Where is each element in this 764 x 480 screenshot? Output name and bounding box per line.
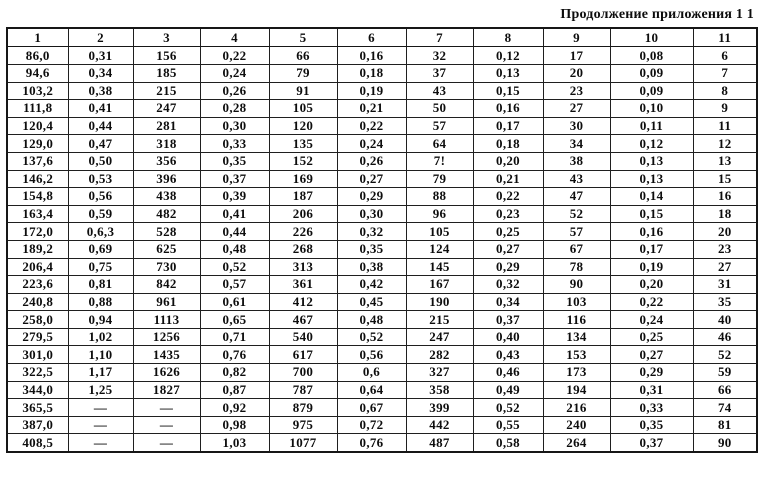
table-cell: 0,16 xyxy=(473,100,543,118)
table-cell: 1,02 xyxy=(68,328,133,346)
table-cell: 0,43 xyxy=(473,346,543,364)
table-cell: 30 xyxy=(543,117,610,135)
table-cell: 0,37 xyxy=(610,434,693,452)
table-cell: 0,44 xyxy=(68,117,133,135)
table-cell: 0,40 xyxy=(473,328,543,346)
table-cell: 0,88 xyxy=(68,293,133,311)
table-cell: 0,13 xyxy=(473,64,543,82)
table-cell: 0,46 xyxy=(473,364,543,382)
table-cell: 0,11 xyxy=(610,117,693,135)
table-cell: 0,65 xyxy=(200,311,269,329)
table-cell: 215 xyxy=(406,311,473,329)
table-cell: 8 xyxy=(693,82,757,100)
table-cell: 0,30 xyxy=(200,117,269,135)
table-cell: 240 xyxy=(543,416,610,434)
table-cell: 240,8 xyxy=(7,293,68,311)
table-cell: 105 xyxy=(406,223,473,241)
table-cell: 18 xyxy=(693,205,757,223)
table-cell: 0,23 xyxy=(473,205,543,223)
table-cell: 189,2 xyxy=(7,240,68,258)
table-cell: 23 xyxy=(543,82,610,100)
table-cell: 0,42 xyxy=(337,276,406,294)
table-cell: 0,37 xyxy=(473,311,543,329)
table-cell: 842 xyxy=(133,276,200,294)
table-cell: 0,52 xyxy=(473,399,543,417)
table-cell: 12 xyxy=(693,135,757,153)
table-cell: 0,53 xyxy=(68,170,133,188)
table-cell: 0,87 xyxy=(200,381,269,399)
table-cell: 0,92 xyxy=(200,399,269,417)
table-cell: 700 xyxy=(269,364,337,382)
table-cell: 216 xyxy=(543,399,610,417)
table-cell: 1113 xyxy=(133,311,200,329)
table-cell: 145 xyxy=(406,258,473,276)
table-cell: 90 xyxy=(693,434,757,452)
table-cell: 66 xyxy=(693,381,757,399)
table-cell: 0,14 xyxy=(610,188,693,206)
table-cell: 7! xyxy=(406,152,473,170)
table-cell: 0,29 xyxy=(473,258,543,276)
table-cell: 879 xyxy=(269,399,337,417)
table-cell: 0,58 xyxy=(473,434,543,452)
column-header: 7 xyxy=(406,28,473,47)
table-cell: 0,16 xyxy=(337,47,406,65)
table-cell: 67 xyxy=(543,240,610,258)
table-cell: 0,56 xyxy=(337,346,406,364)
table-cell: 50 xyxy=(406,100,473,118)
table-cell: 0,15 xyxy=(473,82,543,100)
table-cell: 79 xyxy=(269,64,337,82)
table-cell: 16 xyxy=(693,188,757,206)
table-cell: 0,28 xyxy=(200,100,269,118)
table-cell: — xyxy=(68,399,133,417)
table-cell: 365,5 xyxy=(7,399,68,417)
table-cell: 96 xyxy=(406,205,473,223)
table-cell: 0,35 xyxy=(610,416,693,434)
table-cell: 625 xyxy=(133,240,200,258)
table-cell: 0,27 xyxy=(473,240,543,258)
table-cell: 43 xyxy=(543,170,610,188)
table-cell: 0,64 xyxy=(337,381,406,399)
table-cell: — xyxy=(133,416,200,434)
column-header: 10 xyxy=(610,28,693,47)
table-cell: 187 xyxy=(269,188,337,206)
table-cell: 961 xyxy=(133,293,200,311)
table-cell: 57 xyxy=(543,223,610,241)
table-cell: 78 xyxy=(543,258,610,276)
table-cell: 264 xyxy=(543,434,610,452)
table-cell: 206 xyxy=(269,205,337,223)
table-cell: 467 xyxy=(269,311,337,329)
table-cell: 9 xyxy=(693,100,757,118)
table-cell: 0,48 xyxy=(200,240,269,258)
table-cell: 0,21 xyxy=(473,170,543,188)
table-cell: 90 xyxy=(543,276,610,294)
table-cell: 129,0 xyxy=(7,135,68,153)
table-cell: 74 xyxy=(693,399,757,417)
table-cell: 0,22 xyxy=(337,117,406,135)
table-cell: 0,52 xyxy=(337,328,406,346)
table-cell: 442 xyxy=(406,416,473,434)
table-cell: 0,20 xyxy=(473,152,543,170)
table-cell: 38 xyxy=(543,152,610,170)
column-header: 1 xyxy=(7,28,68,47)
table-cell: 0,32 xyxy=(473,276,543,294)
table-cell: 1827 xyxy=(133,381,200,399)
table-cell: 438 xyxy=(133,188,200,206)
table-cell: 0,49 xyxy=(473,381,543,399)
table-cell: 0,17 xyxy=(473,117,543,135)
table-cell: — xyxy=(68,434,133,452)
table-cell: 1626 xyxy=(133,364,200,382)
table-cell: 194 xyxy=(543,381,610,399)
table-cell: 57 xyxy=(406,117,473,135)
table-cell: 0,41 xyxy=(200,205,269,223)
table-cell: 0,25 xyxy=(473,223,543,241)
table-cell: 167 xyxy=(406,276,473,294)
table-cell: 0,35 xyxy=(200,152,269,170)
table-cell: 137,6 xyxy=(7,152,68,170)
column-header: 8 xyxy=(473,28,543,47)
table-cell: 0,56 xyxy=(68,188,133,206)
table-row xyxy=(7,293,757,311)
table-cell: 0,27 xyxy=(337,170,406,188)
table-cell: 0,57 xyxy=(200,276,269,294)
table-cell: 0,6 xyxy=(337,364,406,382)
table-cell: 226 xyxy=(269,223,337,241)
table-cell: 17 xyxy=(543,47,610,65)
table-cell: 0,69 xyxy=(68,240,133,258)
table-cell: 361 xyxy=(269,276,337,294)
table-row xyxy=(7,117,757,135)
table-cell: 190 xyxy=(406,293,473,311)
table-cell: 0,47 xyxy=(68,135,133,153)
table-cell: 52 xyxy=(693,346,757,364)
table-cell: 163,4 xyxy=(7,205,68,223)
table-body xyxy=(7,47,757,452)
table-cell: 617 xyxy=(269,346,337,364)
table-cell: 0,55 xyxy=(473,416,543,434)
table-cell: 47 xyxy=(543,188,610,206)
table-cell: 0,30 xyxy=(337,205,406,223)
table-row xyxy=(7,346,757,364)
table-cell: 103,2 xyxy=(7,82,68,100)
table-cell: 0,19 xyxy=(337,82,406,100)
table-cell: 282 xyxy=(406,346,473,364)
table-cell: — xyxy=(133,434,200,452)
table-cell: 0,26 xyxy=(200,82,269,100)
table-cell: 0,18 xyxy=(473,135,543,153)
table-cell: 46 xyxy=(693,328,757,346)
table-cell: 975 xyxy=(269,416,337,434)
table-cell: 1,25 xyxy=(68,381,133,399)
table-cell: 7 xyxy=(693,64,757,82)
table-cell: 0,75 xyxy=(68,258,133,276)
table-cell: 13 xyxy=(693,152,757,170)
table-row xyxy=(7,364,757,382)
appendix-data-table xyxy=(6,27,758,453)
table-cell: 0,13 xyxy=(610,152,693,170)
table-row xyxy=(7,223,757,241)
table-cell: 32 xyxy=(406,47,473,65)
table-cell: 247 xyxy=(133,100,200,118)
table-cell: 358 xyxy=(406,381,473,399)
table-cell: 1077 xyxy=(269,434,337,452)
table-cell: 173 xyxy=(543,364,610,382)
table-cell: 0,33 xyxy=(610,399,693,417)
table-row xyxy=(7,100,757,118)
table-cell: 0,29 xyxy=(610,364,693,382)
table-cell: 154,8 xyxy=(7,188,68,206)
table-cell: 0,31 xyxy=(610,381,693,399)
table-cell: 27 xyxy=(693,258,757,276)
column-header: 11 xyxy=(693,28,757,47)
table-cell: 11 xyxy=(693,117,757,135)
table-cell: 0,41 xyxy=(68,100,133,118)
table-cell: 135 xyxy=(269,135,337,153)
table-row xyxy=(7,311,757,329)
table-cell: 223,6 xyxy=(7,276,68,294)
table-cell: — xyxy=(133,399,200,417)
table-row xyxy=(7,416,757,434)
table-cell: 787 xyxy=(269,381,337,399)
table-cell: 279,5 xyxy=(7,328,68,346)
table-cell: 169 xyxy=(269,170,337,188)
table-cell: 0,09 xyxy=(610,64,693,82)
table-cell: 52 xyxy=(543,205,610,223)
table-cell: 730 xyxy=(133,258,200,276)
table-cell: 215 xyxy=(133,82,200,100)
table-cell: 301,0 xyxy=(7,346,68,364)
table-cell: 0,81 xyxy=(68,276,133,294)
table-cell: 0,09 xyxy=(610,82,693,100)
table-cell: 124 xyxy=(406,240,473,258)
table-row xyxy=(7,82,757,100)
header-row xyxy=(7,28,757,47)
table-row xyxy=(7,64,757,82)
table-cell: 40 xyxy=(693,311,757,329)
table-cell: 399 xyxy=(406,399,473,417)
table-cell: 91 xyxy=(269,82,337,100)
table-cell: 0,61 xyxy=(200,293,269,311)
table-cell: 27 xyxy=(543,100,610,118)
column-header: 9 xyxy=(543,28,610,47)
table-row xyxy=(7,47,757,65)
table-header xyxy=(7,28,757,47)
table-cell: 258,0 xyxy=(7,311,68,329)
table-cell: 105 xyxy=(269,100,337,118)
table-cell: 88 xyxy=(406,188,473,206)
table-cell: 0,12 xyxy=(473,47,543,65)
table-cell: 172,0 xyxy=(7,223,68,241)
table-cell: 0,16 xyxy=(610,223,693,241)
table-cell: 94,6 xyxy=(7,64,68,82)
table-cell: 487 xyxy=(406,434,473,452)
table-cell: 86,0 xyxy=(7,47,68,65)
table-cell: 103 xyxy=(543,293,610,311)
table-cell: 540 xyxy=(269,328,337,346)
table-row xyxy=(7,258,757,276)
table-cell: 0,21 xyxy=(337,100,406,118)
column-header: 2 xyxy=(68,28,133,47)
table-cell: 111,8 xyxy=(7,100,68,118)
table-cell: 528 xyxy=(133,223,200,241)
table-cell: 0,26 xyxy=(337,152,406,170)
table-row xyxy=(7,381,757,399)
table-cell: 0,34 xyxy=(473,293,543,311)
table-cell: 0,32 xyxy=(337,223,406,241)
table-cell: 0,6,3 xyxy=(68,223,133,241)
table-cell: 0,31 xyxy=(68,47,133,65)
table-row xyxy=(7,399,757,417)
table-cell: 0,34 xyxy=(68,64,133,82)
table-cell: 0,12 xyxy=(610,135,693,153)
table-cell: 81 xyxy=(693,416,757,434)
table-cell: 0,27 xyxy=(610,346,693,364)
table-cell: 387,0 xyxy=(7,416,68,434)
table-row xyxy=(7,205,757,223)
table-cell: 20 xyxy=(543,64,610,82)
table-row xyxy=(7,135,757,153)
table-row xyxy=(7,276,757,294)
table-cell: 153 xyxy=(543,346,610,364)
column-header: 4 xyxy=(200,28,269,47)
page-title: Продолжение приложения 1 1 xyxy=(560,7,754,22)
table-cell: — xyxy=(68,416,133,434)
table-cell: 0,76 xyxy=(337,434,406,452)
table-cell: 0,24 xyxy=(200,64,269,82)
table-cell: 281 xyxy=(133,117,200,135)
table-cell: 206,4 xyxy=(7,258,68,276)
table-cell: 0,71 xyxy=(200,328,269,346)
table-cell: 146,2 xyxy=(7,170,68,188)
table-cell: 0,50 xyxy=(68,152,133,170)
table-cell: 185 xyxy=(133,64,200,82)
table-cell: 0,45 xyxy=(337,293,406,311)
table-cell: 0,33 xyxy=(200,135,269,153)
table-cell: 327 xyxy=(406,364,473,382)
table-cell: 1435 xyxy=(133,346,200,364)
table-cell: 0,48 xyxy=(337,311,406,329)
table-cell: 0,13 xyxy=(610,170,693,188)
table-row xyxy=(7,188,757,206)
table-cell: 0,22 xyxy=(610,293,693,311)
table-cell: 79 xyxy=(406,170,473,188)
table-cell: 0,52 xyxy=(200,258,269,276)
table-cell: 0,08 xyxy=(610,47,693,65)
table-cell: 0,67 xyxy=(337,399,406,417)
table-cell: 120,4 xyxy=(7,117,68,135)
table-cell: 31 xyxy=(693,276,757,294)
table-cell: 15 xyxy=(693,170,757,188)
table-cell: 0,19 xyxy=(610,258,693,276)
table-cell: 313 xyxy=(269,258,337,276)
table-cell: 344,0 xyxy=(7,381,68,399)
table-row xyxy=(7,152,757,170)
table-cell: 1,17 xyxy=(68,364,133,382)
table-cell: 0,44 xyxy=(200,223,269,241)
table-cell: 59 xyxy=(693,364,757,382)
column-header: 5 xyxy=(269,28,337,47)
table-row xyxy=(7,240,757,258)
table-cell: 0,98 xyxy=(200,416,269,434)
table-cell: 37 xyxy=(406,64,473,82)
table-cell: 0,38 xyxy=(68,82,133,100)
table-cell: 6 xyxy=(693,47,757,65)
table-cell: 396 xyxy=(133,170,200,188)
table-cell: 318 xyxy=(133,135,200,153)
table-cell: 35 xyxy=(693,293,757,311)
table-cell: 356 xyxy=(133,152,200,170)
table-cell: 0,20 xyxy=(610,276,693,294)
table-cell: 0,82 xyxy=(200,364,269,382)
table-cell: 134 xyxy=(543,328,610,346)
table-cell: 0,29 xyxy=(337,188,406,206)
table-cell: 1256 xyxy=(133,328,200,346)
table-cell: 1,10 xyxy=(68,346,133,364)
column-header: 3 xyxy=(133,28,200,47)
table-cell: 43 xyxy=(406,82,473,100)
table-cell: 0,72 xyxy=(337,416,406,434)
table-cell: 0,15 xyxy=(610,205,693,223)
table-cell: 1,03 xyxy=(200,434,269,452)
table-cell: 23 xyxy=(693,240,757,258)
table-cell: 120 xyxy=(269,117,337,135)
table-cell: 482 xyxy=(133,205,200,223)
table-cell: 0,59 xyxy=(68,205,133,223)
table-cell: 152 xyxy=(269,152,337,170)
table-cell: 322,5 xyxy=(7,364,68,382)
table-cell: 0,76 xyxy=(200,346,269,364)
table-cell: 0,25 xyxy=(610,328,693,346)
table-cell: 0,22 xyxy=(200,47,269,65)
table-cell: 0,18 xyxy=(337,64,406,82)
table-cell: 0,10 xyxy=(610,100,693,118)
table-row xyxy=(7,434,757,452)
table-cell: 0,39 xyxy=(200,188,269,206)
table-cell: 268 xyxy=(269,240,337,258)
table-cell: 0,94 xyxy=(68,311,133,329)
table-cell: 247 xyxy=(406,328,473,346)
table-cell: 0,17 xyxy=(610,240,693,258)
table-cell: 0,24 xyxy=(610,311,693,329)
table-cell: 0,38 xyxy=(337,258,406,276)
table-cell: 116 xyxy=(543,311,610,329)
table-cell: 64 xyxy=(406,135,473,153)
table-cell: 0,35 xyxy=(337,240,406,258)
table-cell: 0,22 xyxy=(473,188,543,206)
table-cell: 34 xyxy=(543,135,610,153)
table-cell: 20 xyxy=(693,223,757,241)
table-cell: 66 xyxy=(269,47,337,65)
table-cell: 408,5 xyxy=(7,434,68,452)
table-cell: 0,24 xyxy=(337,135,406,153)
column-header: 6 xyxy=(337,28,406,47)
table-row xyxy=(7,170,757,188)
table-cell: 412 xyxy=(269,293,337,311)
table-row xyxy=(7,328,757,346)
table-cell: 156 xyxy=(133,47,200,65)
table-cell: 0,37 xyxy=(200,170,269,188)
